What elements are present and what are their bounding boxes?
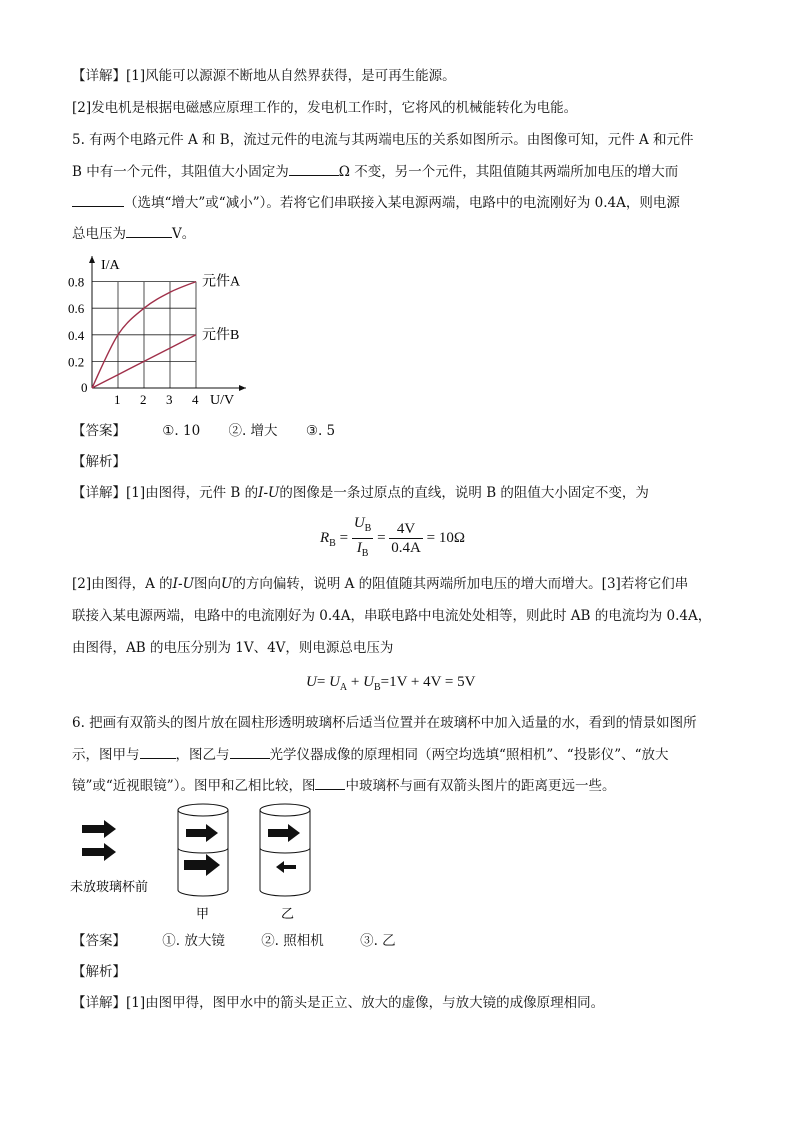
equation-rb: $R_B$ = $\frac{U_B}{I_B}$ = $\frac{4V}{0.4A}$ = 10Ω [320, 514, 465, 563]
right-arrow-icon [186, 824, 218, 842]
q6-stem-line2: 示，图甲与 ，图乙与 光学仪器成像的原理相同（两空均选填“照相机”、“投影仪”、“放大 [72, 744, 669, 765]
q6-blank-1 [140, 744, 176, 759]
x-axis-label: U/V [210, 393, 235, 408]
q6-answer-line: 【答案】 ①. 放大镜 ②. 照相机 ③. 乙 [72, 933, 396, 949]
detail-line-generator: [2]发电机是根据电磁感应原理工作的，发电机工作时，它将风的机械能转化为电能。 [72, 100, 578, 116]
glass-yi [260, 804, 310, 896]
blank-2 [72, 192, 124, 207]
right-arrow-icon [82, 820, 116, 838]
q6-analysis-tag: 【解析】 [72, 964, 126, 980]
q5-detail-line4: 由图得，AB 的电压分别为 1V、4V，则电源总电压为 [72, 640, 394, 656]
label-before-glass: 未放玻璃杯前 [70, 879, 149, 894]
equation-total-voltage: $U= U_A + U_B=1V + 4V = 5V$ [306, 674, 476, 693]
detail-tag: 【详解】 [72, 68, 126, 84]
series-label-b: 元件B [202, 327, 240, 343]
q6-blank-3 [315, 775, 345, 790]
detail-line-wind [72, 66, 456, 86]
right-arrow-icon [82, 843, 116, 861]
q5-analysis-tag: 【解析】 [72, 454, 126, 470]
glass-jia [178, 804, 228, 896]
x-tick-label: 2 [140, 392, 147, 407]
y-tick-label: 0.4 [68, 327, 85, 343]
iu-chart [66, 252, 256, 412]
q6-stem-line1: 6. 把画有双箭头的图片放在圆柱形透明玻璃杯后适当位置并在玻璃杯中加入适量的水，看到的情景如图所 [72, 715, 697, 731]
q6-answer-1: ①. 放大镜 [162, 933, 225, 949]
label-yi: 乙 [281, 906, 295, 921]
y-tick-label: 0.2 [68, 354, 85, 370]
y-tick-label: 0.8 [68, 274, 85, 290]
label-jia: 甲 [196, 906, 210, 921]
detail-text: [1]风能可以源源不断地从自然界获得，是可再生能源。 [126, 68, 456, 84]
blank-3 [126, 223, 172, 238]
x-tick-label: 3 [166, 392, 173, 407]
series-label-a: 元件A [202, 274, 241, 290]
x-axis-arrow-icon [239, 385, 246, 391]
y-axis-label: I/A [101, 258, 120, 273]
q6-blank-2 [230, 744, 270, 759]
arrow-glass-figure [70, 798, 330, 928]
answer-2: ②. 增大 [228, 423, 278, 439]
y-axis-arrow-icon [89, 256, 95, 263]
answer-1: ①. 10 [162, 423, 201, 439]
right-arrow-icon [184, 854, 220, 876]
q6-answer-2: ②. 照相机 [261, 933, 324, 949]
q5-stem-line1: 5. 有两个电路元件 A 和 B，流过元件的电流与其两端电压的关系如图所示。由图像可知，元件 A 和元件 [72, 132, 694, 148]
answer-tag: 【答案】 [72, 423, 126, 439]
arrows-before-glass [82, 820, 116, 861]
fraction-ub-ib: $\frac{U_B}{I_B}$ [353, 515, 372, 559]
x-tick-label: 1 [114, 392, 121, 407]
q5-detail-line1: 【详解】[1]由图得，元件 B 的I-U的图像是一条过原点的直线，说明 B 的阻值大小固定不变，为 [72, 485, 649, 501]
q5-stem-line4: 总电压为 V。 [72, 223, 195, 244]
q6-answer-3: ③. 乙 [360, 933, 396, 949]
fraction-4v-04a: $\frac{4V}{0.4A}$ [391, 521, 421, 556]
q5-detail-line2: [2]由图得，A 的I-U图向U的方向偏转，说明 A 的阻值随其两端所加电压的增大而增大。[3]若将它们串 [72, 576, 689, 592]
answer-3: ③. 5 [305, 423, 336, 439]
q5-stem-line3: （选填“增大”或“减小”）。若将它们串联接入某电源两端，电路中的电流刚好为 0.4A，则电源 [72, 192, 680, 213]
q5-detail-line3: 联接入某电源两端，电路中的电流刚好为 0.4A，串联电路中电流处处相等，则此时 AB 的电流均为 0.4A， [72, 608, 712, 624]
left-arrow-icon [276, 861, 296, 873]
origin-label: 0 [81, 380, 88, 395]
right-arrow-icon [268, 824, 300, 842]
q6-detail-line1: 【详解】[1]由图甲得，图甲水中的箭头是正立、放大的虚像，与放大镜的成像原理相同。 [72, 995, 605, 1011]
y-tick-label: 0.6 [68, 301, 85, 317]
q5-answer-line [72, 421, 339, 441]
q6-stem-line3: 镜”或“近视眼镜”）。图甲和乙相比较，图 中玻璃杯与画有双箭头图片的距离更远一些。 [72, 775, 615, 796]
q5-stem-line2: B 中有一个元件，其阻值大小固定为 Ω 不变，另一个元件，其阻值随其两端所加电压的增大而 [72, 161, 678, 182]
x-tick-label: 4 [192, 392, 199, 407]
blank-1 [289, 161, 339, 176]
